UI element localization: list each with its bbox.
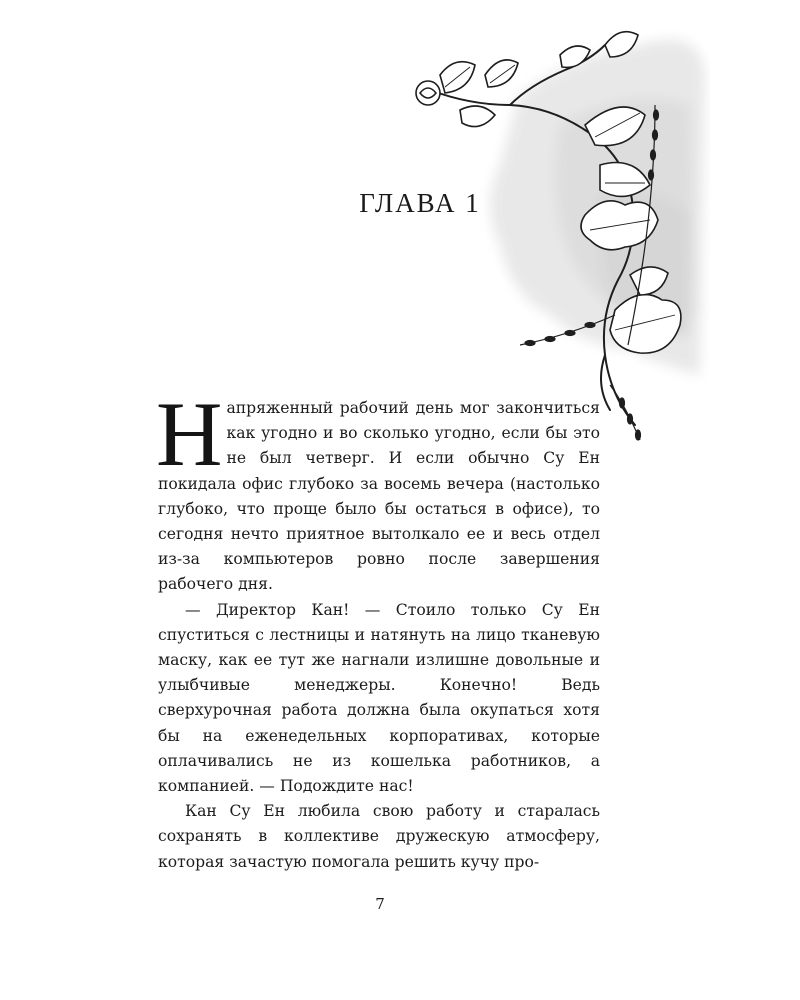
page-number: 7 [375,895,385,913]
chapter-body [156,383,600,875]
paragraph-1 [156,383,600,598]
paragraph-3: Кан Су Ен любила свою работу и старалась сохранять в коллективе дружескую атмосферу, которая зачастую помогала решить кучу про- [158,802,600,871]
chapter-title: ГЛАВА 1 [359,188,481,218]
paragraph-2: — Директор Кан! — Стоило только Су Ен спуститься с лестницы и натянуть на лицо тканевую маску, как ее тут же нагнали излишне довольные и улыбчивые менеджеры. Конечно! Ведь сверхурочная работа должна была окупаться хотя бы на еженедельных корпоративах, которые оплачивались не из кошелька работников, а компанией. — Подождите нас! [158,600,600,796]
drop-cap: Н [156,383,223,485]
paragraph-1-text: апряженный рабочий день мог закончиться как угодно и во сколько угодно, если бы это не был четверг. И если обычно Су Ен покидала офис глубоко за восемь вечера (настолько глубоко, что проще было бы остаться в офисе), то сегодня нечто приятное вытолкало ее и весь отдел из-за компьютеров ровно после завершения рабочего дня. [158,399,600,594]
flower-bud [416,81,440,105]
botanical-illustration [400,15,710,450]
